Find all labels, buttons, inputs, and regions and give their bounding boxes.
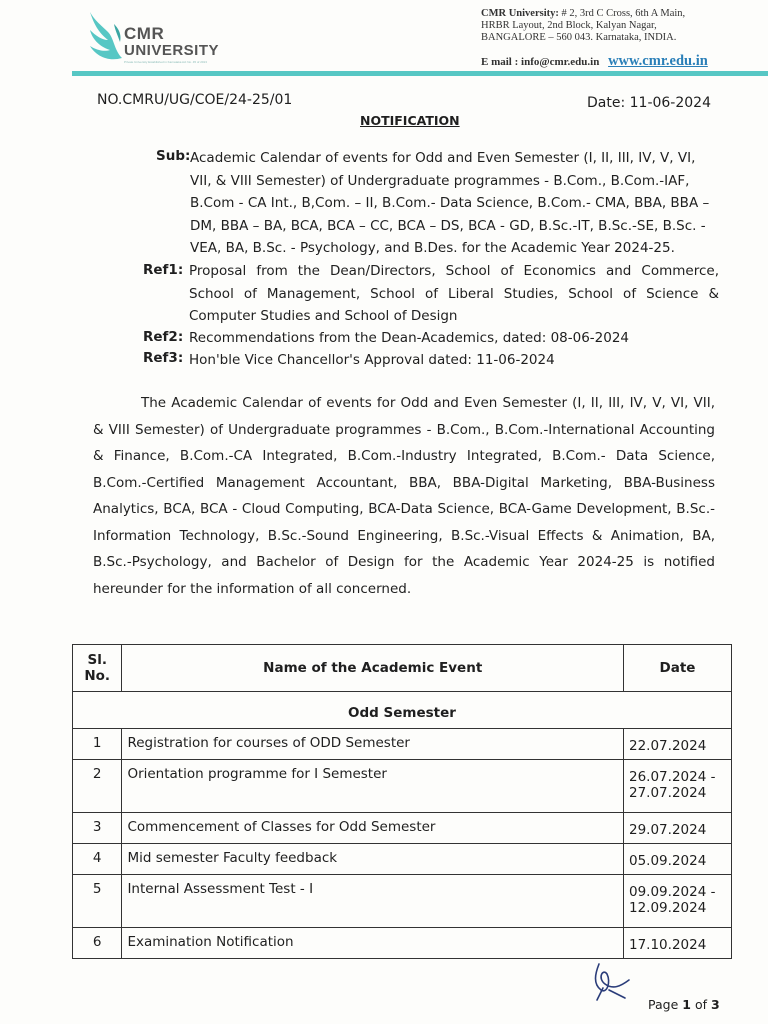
notification-date: Date: 11-06-2024 [587,95,711,111]
ref1-label: Ref1: [143,262,184,278]
page-title: NOTIFICATION [360,113,460,128]
row-date-text: 05.09.2024 [629,853,707,869]
ref2-label: Ref2: [143,329,184,345]
row-event: Examination Notification [122,928,624,959]
row-event: Commencement of Classes for Odd Semester [122,813,624,844]
row-event: Mid semester Faculty feedback [122,844,624,875]
row-number: 2 [73,760,122,813]
row-date-text: 09.09.2024 - 12.09.2024 [629,884,716,916]
email-label: E mail : [481,56,519,68]
section-title: Odd Semester [73,692,732,729]
address-line-1: # 2, 3rd C Cross, 6th A Main, [561,8,686,19]
row-event: Internal Assessment Test - I [122,875,624,928]
row-date [624,875,732,928]
address-line-2: HRBR Layout, 2nd Block, Kalyan Nagar, [481,20,657,31]
logo-tagline: Private University Established in Karnataka Act No. 45 of 2013 [124,60,207,64]
section-row [73,692,732,729]
row-number: 6 [73,928,122,959]
logo-line-1: CMR [124,24,165,43]
row-date-text: 17.10.2024 [629,937,707,953]
page-number [648,997,720,1012]
contact-line [481,53,708,70]
row-number: 3 [73,813,122,844]
academic-calendar-table [72,644,732,959]
row-event: Orientation programme for I Semester [122,760,624,813]
address-name: CMR University: [481,8,559,19]
table-row [73,813,732,844]
header-divider [72,71,768,76]
email-address[interactable]: info@cmr.edu.in [521,56,600,68]
address-line-3: BANGALORE – 560 043. Karnataka, INDIA. [481,32,677,43]
logo-line-2: UNIVERSITY [124,42,220,59]
row-date [624,813,732,844]
row-number: 1 [73,729,122,760]
university-logo [84,10,264,70]
row-date [624,928,732,959]
header-date: Date [624,645,732,692]
page-of: of [694,997,707,1012]
bird-logo-icon [84,10,128,68]
reference-number: NO.CMRU/UG/COE/24-25/01 [97,92,293,108]
row-date [624,844,732,875]
ref3-text: Hon'ble Vice Chancellor's Approval dated: 11-06-2024 [189,352,555,368]
row-date-text: 26.07.2024 - 27.07.2024 [629,769,716,801]
table-row [73,928,732,959]
subject-label: Sub: [156,148,191,164]
row-number: 5 [73,875,122,928]
table-row [73,844,732,875]
header-sl-no: Sl. No. [73,645,122,692]
university-address [481,8,761,44]
header-event-name: Name of the Academic Event [122,645,624,692]
row-number: 4 [73,844,122,875]
table-row [73,875,732,928]
row-date [624,729,732,760]
signature-mark [585,960,635,1002]
row-date-text: 22.07.2024 [629,738,707,754]
website-link[interactable]: www.cmr.edu.in [608,53,708,69]
table-row [73,760,732,813]
page-current: 1 [682,997,691,1012]
body-paragraph: The Academic Calendar of events for Odd and Even Semester (I, II, III, IV, V, VI, VII, & VIII Semester) of Undergraduate programmes - B.Com., B.Com.-International Accounting & Finance, B.Com.-CA Integrated, B.Com.-Industry Integrated, B.Com.- Data Science, B.Com.-Certified Management Accountant, BBA, BBA-Digital Marketing, BBA-Business Analytics, BCA, BCA - Cloud Computing, BCA-Data Science, BCA-Game Development, B.Sc.-Information Technology, B.Sc.-Sound Engineering, B.Sc.-Visual Effects & Animation, BA, B.Sc.-Psychology, and Bachelor of Design for the Academic Year 2024-25 is notified hereunder for the information of all concerned. [93,395,715,597]
row-date [624,760,732,813]
page-total: 3 [710,997,720,1012]
row-event: Registration for courses of ODD Semester [122,729,624,760]
ref3-label: Ref3: [143,350,184,366]
table-row [73,729,732,760]
subject-text: Academic Calendar of events for Odd and Even Semester (I, II, III, IV, V, VI, VII, & VIII Semester) of Undergraduate programmes - B.Com., B.Com.-IAF, B.Com - CA Int., B,Com. – II, B.Com.- Data Science, B.Com.- CMA, BBA, BBA – DM, BBA – BA, BCA, BCA – CC, BCA – DS, BCA - GD, B.Sc.-IT, B.Sc.-SE, B.Sc. - VEA, BA, B.Sc. - Psychology, and B.Des. for the Academic Year 2024-25. [190,150,710,256]
table-header-row [73,645,732,692]
row-date-text: 29.07.2024 [629,822,707,838]
page-prefix: Page [648,997,679,1012]
ref1-text: Proposal from the Dean/Directors, School of Economics and Commerce, School of Management, School of Liberal Studies, School of Science & Computer Studies and School of Design [189,263,719,324]
ref2-text: Recommendations from the Dean-Academics, dated: 08-06-2024 [189,330,630,346]
